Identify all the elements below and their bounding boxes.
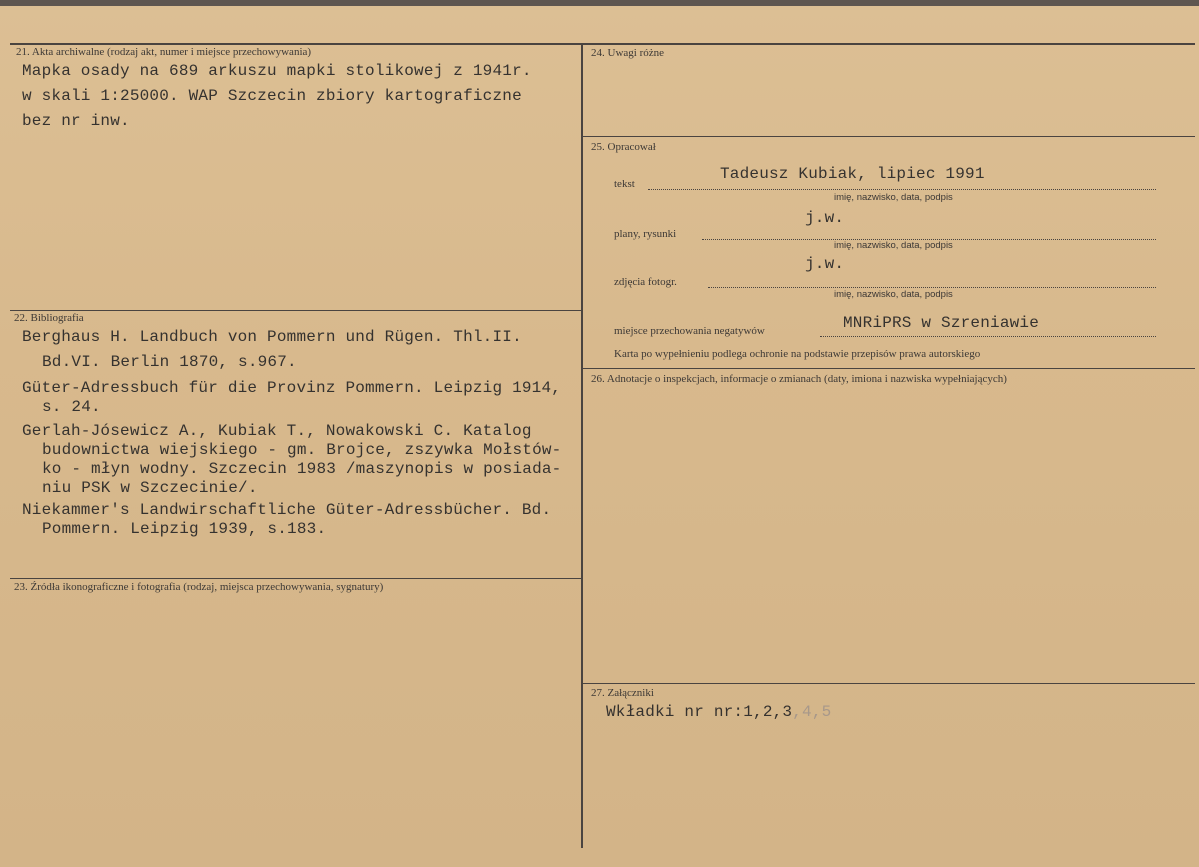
plany-label: plany, rysunki (614, 228, 677, 240)
bibliography-line-8: niu PSK w Szczecinie/. (42, 479, 258, 497)
tekst-line (648, 189, 1156, 190)
section-21-label: 21. Akta archiwalne (rodzaj akt, numer i miejsce przechowywania) (16, 46, 312, 58)
section-22-label: 22. Bibliografia (14, 312, 84, 324)
card-top-edge (0, 0, 1199, 6)
attachments-main: Wkładki nr nr:1,2,3 (606, 703, 793, 721)
copyright-note: Karta po wypełnieniu podlega ochronie na podstawie przepisów prawa autorskiego (614, 348, 981, 360)
negatywy-line (820, 336, 1156, 337)
zdjecia-caption: imię, nazwisko, data, podpis (834, 289, 953, 300)
rule-24-25 (583, 136, 1195, 137)
attachments-value (606, 703, 831, 721)
rule-25-26 (583, 368, 1195, 369)
rule-22-23 (10, 578, 582, 579)
section-27-label: 27. Załączniki (591, 687, 654, 699)
tekst-value: Tadeusz Kubiak, lipiec 1991 (720, 165, 985, 183)
section-23-label: 23. Źródła ikonograficzne i fotografia (rodzaj, miejsca przechowywania, sygnatury) (14, 581, 384, 593)
section-24-label: 24. Uwagi różne (591, 47, 665, 59)
section-21-line-1: Mapka osady na 689 arkuszu mapki stolikowej z 1941r. (22, 62, 532, 80)
bibliography-line-9: Niekammer's Landwirschaftliche Güter-Adressbücher. Bd. (22, 501, 552, 519)
bibliography-line-4: s. 24. (42, 398, 101, 416)
top-rule (10, 43, 1195, 45)
zdjecia-line (708, 287, 1156, 288)
bibliography-line-1: Berghaus H. Landbuch von Pommern und Rügen. Thl.II. (22, 328, 522, 346)
negatywy-label: miejsce przechowania negatywów (614, 325, 765, 337)
zdjecia-value: j.w. (805, 255, 845, 273)
section-26-label: 26. Adnotacje o inspekcjach, informacje o zmianach (daty, imiona i nazwiska wypełniających) (591, 373, 1007, 385)
section-21-line-3: bez nr inw. (22, 112, 130, 130)
bibliography-line-5: Gerlah-Jósewicz A., Kubiak T., Nowakowski C. Katalog (22, 422, 532, 440)
section-25-label: 25. Opracował (591, 141, 656, 153)
tekst-label: tekst (614, 178, 635, 190)
bibliography-line-2: Bd.VI. Berlin 1870, s.967. (42, 353, 297, 371)
bibliography-line-3: Güter-Adressbuch für die Provinz Pommern. Leipzig 1914, (22, 379, 562, 397)
tekst-caption: imię, nazwisko, data, podpis (834, 192, 953, 203)
center-divider (581, 43, 583, 848)
attachments-faint: ,4,5 (792, 703, 832, 721)
rule-26-27 (583, 683, 1195, 684)
bibliography-line-10: Pommern. Leipzig 1939, s.183. (42, 520, 327, 538)
zdjecia-label: zdjęcia fotogr. (614, 276, 677, 288)
rule-21-22 (10, 310, 582, 311)
bibliography-line-7: ko - młyn wodny. Szczecin 1983 /maszynopis w posiada- (42, 460, 562, 478)
plany-caption: imię, nazwisko, data, podpis (834, 240, 953, 251)
bibliography-line-6: budownictwa wiejskiego - gm. Brojce, zszywka Mołstów- (42, 441, 562, 459)
section-21-line-2: w skali 1:25000. WAP Szczecin zbiory kartograficzne (22, 87, 522, 105)
negatywy-value: MNRiPRS w Szreniawie (843, 314, 1040, 332)
plany-value: j.w. (805, 209, 845, 227)
